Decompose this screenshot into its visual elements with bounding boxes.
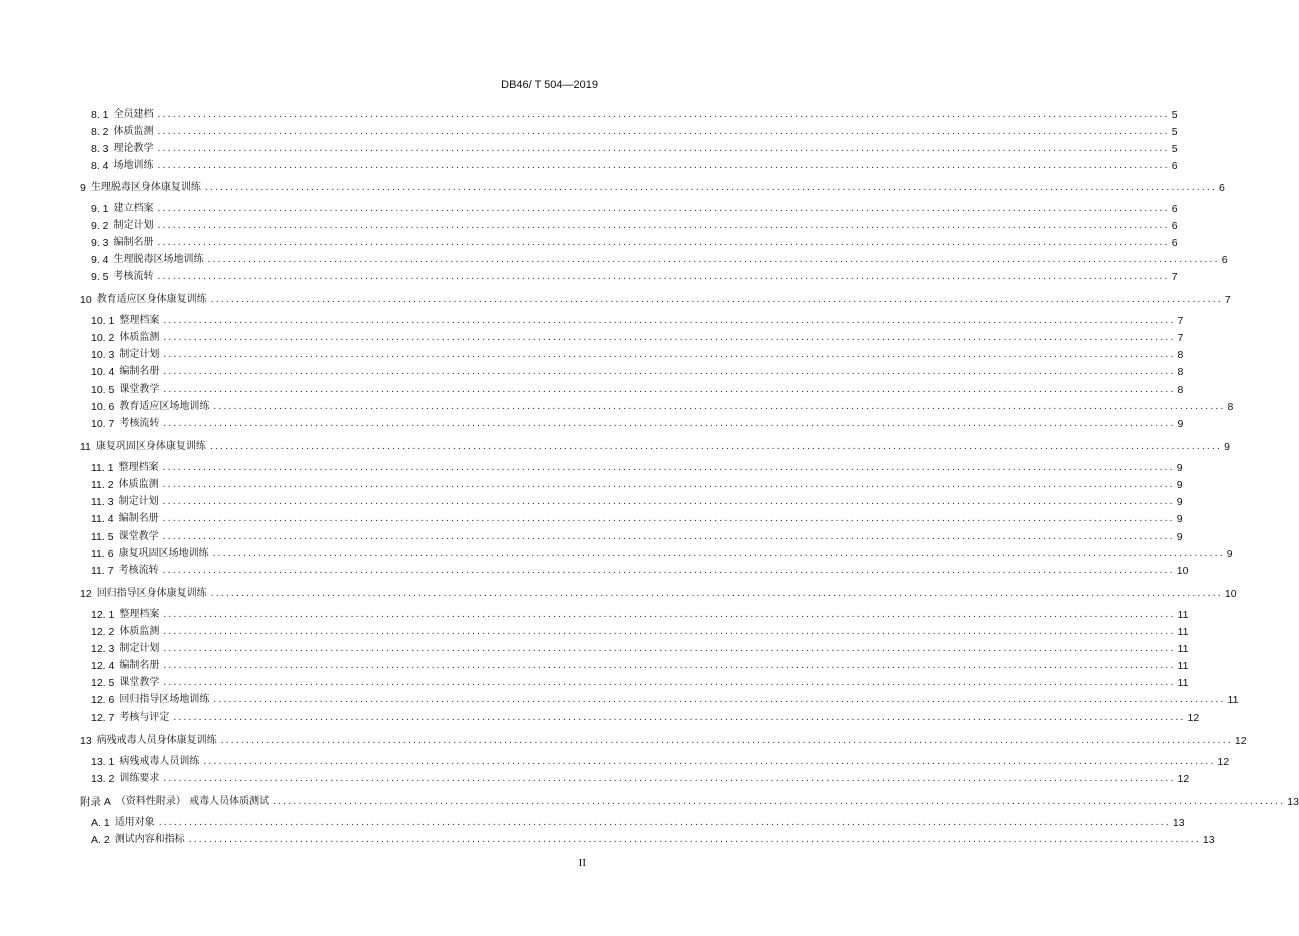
toc-title: 教育适应区身体康复训练	[96, 294, 207, 305]
toc-subsection[interactable]	[0, 816, 1185, 830]
toc-page-number: 10	[1176, 565, 1189, 577]
toc-title: 适用对象	[114, 817, 155, 828]
toc-dot-leader: ........................................................................................................................................................................................................	[157, 272, 1170, 282]
toc-dot-leader: ........................................................................................................................................................................................................	[163, 610, 1176, 620]
toc-dot-leader: ........................................................................................................................................................................................................	[162, 463, 1175, 473]
toc-page-number: 9	[1177, 418, 1184, 430]
toc-number: 11. 3	[91, 496, 114, 508]
toc-subsection[interactable]	[0, 219, 1178, 233]
toc-title: 训练要求	[119, 773, 160, 784]
toc-title: 场地训练	[113, 160, 154, 171]
toc-dot-leader: ........................................................................................................................................................................................................	[213, 402, 1226, 412]
toc-number: 12. 6	[91, 694, 115, 706]
toc-number: 12. 5	[91, 677, 115, 689]
document-code-header: DB46/ T 504—2019	[501, 79, 598, 91]
toc-dot-leader: ........................................................................................................................................................................................................	[157, 110, 1170, 120]
toc-dot-leader: ........................................................................................................................................................................................................	[162, 566, 1175, 576]
toc-title: 理论教学	[113, 143, 154, 154]
toc-subsection[interactable]	[0, 478, 1183, 492]
toc-number: 9	[80, 182, 86, 194]
toc-title: （资料性附录） 戒毒人员体质测试	[115, 796, 270, 807]
toc-subsection[interactable]	[0, 202, 1178, 216]
toc-subsection[interactable]	[0, 270, 1178, 284]
toc-subsection[interactable]	[0, 608, 1189, 622]
toc-number: 9. 5	[91, 271, 109, 283]
toc-page-number: 7	[1171, 271, 1178, 283]
toc-page-number: 7	[1177, 315, 1184, 327]
toc-page-number: 13	[1202, 834, 1215, 846]
toc-page-number: 5	[1171, 126, 1178, 138]
toc-title: 测试内容和指标	[114, 834, 185, 845]
toc-title: 编制名册	[119, 366, 160, 377]
toc-number: 11. 1	[91, 462, 114, 474]
toc-dot-leader: ........................................................................................................................................................................................................	[212, 549, 1225, 559]
toc-title: 制定计划	[118, 496, 159, 507]
toc-subsection[interactable]	[0, 642, 1189, 656]
toc-subsection[interactable]	[0, 547, 1233, 561]
toc-number: 9. 4	[91, 254, 109, 266]
toc-page-number: 7	[1177, 332, 1184, 344]
toc-dot-leader: ........................................................................................................................................................................................................	[203, 757, 1216, 767]
toc-number: 11. 7	[91, 565, 114, 577]
toc-number: 12. 2	[91, 626, 115, 638]
toc-dot-leader: ........................................................................................................................................................................................................	[188, 835, 1201, 845]
toc-page-number: 9	[1176, 513, 1183, 525]
toc-title: 整理档案	[118, 462, 159, 473]
toc-section[interactable]	[0, 795, 1299, 809]
toc-title: 体质监测	[119, 626, 160, 637]
toc-title: 课堂教学	[118, 531, 159, 542]
toc-subsection[interactable]	[0, 236, 1178, 250]
toc-page-number: 12	[1234, 735, 1247, 747]
toc-page-number: 5	[1171, 109, 1178, 121]
toc-title: 制定计划	[113, 220, 154, 231]
toc-title: 制定计划	[119, 349, 160, 360]
toc-title: 全员建档	[113, 109, 154, 120]
toc-page-number: 11	[1177, 660, 1189, 672]
toc-title: 编制名册	[119, 660, 160, 671]
toc-subsection[interactable]	[0, 383, 1184, 397]
toc-dot-leader: ........................................................................................................................................................................................................	[273, 797, 1286, 807]
toc-subsection[interactable]	[0, 711, 1200, 725]
toc-subsection[interactable]	[0, 417, 1184, 431]
toc-page-number: 6	[1221, 254, 1228, 266]
toc-dot-leader: ........................................................................................................................................................................................................	[207, 255, 1220, 265]
toc-number: 8. 3	[91, 143, 109, 155]
toc-subsection[interactable]	[0, 495, 1183, 509]
toc-page-number: 6	[1171, 220, 1178, 232]
toc-page-number: 8	[1177, 349, 1184, 361]
toc-dot-leader: ........................................................................................................................................................................................................	[162, 532, 1175, 542]
toc-title: 生理脱毒区身体康复训练	[90, 182, 201, 193]
toc-number: 13. 1	[91, 756, 115, 768]
toc-dot-leader: ........................................................................................................................................................................................................	[220, 736, 1233, 746]
toc-title: 生理脱毒区场地训练	[113, 254, 204, 265]
toc-number: 11. 6	[91, 548, 114, 560]
toc-title: 体质监测	[118, 479, 159, 490]
toc-dot-leader: ........................................................................................................................................................................................................	[204, 183, 1218, 193]
toc-page-number: 13	[1287, 796, 1299, 808]
toc-dot-leader: ........................................................................................................................................................................................................	[163, 316, 1176, 326]
toc-subsection[interactable]	[0, 676, 1189, 690]
toc-dot-leader: ........................................................................................................................................................................................................	[163, 661, 1176, 671]
toc-title: 回归指导区身体康复训练	[96, 588, 207, 599]
toc-number: 10. 2	[91, 332, 115, 344]
toc-number: 12. 4	[91, 660, 115, 672]
toc-number: 8. 4	[91, 160, 109, 172]
toc-section[interactable]	[0, 181, 1225, 195]
toc-page-number: 9	[1226, 548, 1233, 560]
toc-page-number: 12	[1217, 756, 1230, 768]
toc-subsection[interactable]	[0, 314, 1184, 328]
toc-number: 9. 3	[91, 237, 109, 249]
toc-title: 制定计划	[119, 643, 160, 654]
toc-subsection[interactable]	[0, 253, 1228, 267]
toc-page-number: 6	[1171, 203, 1178, 215]
toc-subsection[interactable]	[0, 512, 1183, 526]
toc-section[interactable]	[0, 587, 1237, 601]
toc-title: 整理档案	[119, 609, 160, 620]
toc-number: 10	[80, 294, 92, 306]
toc-dot-leader: ........................................................................................................................................................................................................	[163, 774, 1176, 784]
toc-subsection[interactable]	[0, 659, 1189, 673]
toc-number: 10. 1	[91, 315, 115, 327]
toc-dot-leader: ........................................................................................................................................................................................................	[209, 442, 1223, 452]
toc-dot-leader: ........................................................................................................................................................................................................	[157, 127, 1170, 137]
toc-page-number: 10	[1224, 588, 1237, 600]
toc-section[interactable]	[0, 440, 1230, 454]
toc-number: 11	[80, 441, 91, 453]
toc-dot-leader: ........................................................................................................................................................................................................	[163, 419, 1176, 429]
toc-title: 编制名册	[118, 513, 159, 524]
toc-title: 建立档案	[113, 203, 154, 214]
toc-dot-leader: ........................................................................................................................................................................................................	[173, 713, 1186, 723]
toc-page-number: 12	[1187, 712, 1200, 724]
toc-number: 8. 2	[91, 126, 109, 138]
toc-page-number: 11	[1227, 694, 1239, 706]
toc-dot-leader: ........................................................................................................................................................................................................	[157, 204, 1170, 214]
toc-dot-leader: ........................................................................................................................................................................................................	[157, 144, 1170, 154]
toc-section[interactable]	[0, 293, 1231, 307]
toc-page-number: 9	[1224, 441, 1230, 453]
toc-page-number: 11	[1177, 626, 1189, 638]
toc-number: 10. 3	[91, 349, 115, 361]
toc-number: 9. 2	[91, 220, 109, 232]
toc-number: 13. 2	[91, 773, 115, 785]
toc-page-number: 8	[1177, 366, 1184, 378]
toc-subsection[interactable]	[0, 693, 1239, 707]
toc-section[interactable]	[0, 734, 1247, 748]
toc-dot-leader: ........................................................................................................................................................................................................	[158, 818, 1171, 828]
toc-page-number: 8	[1227, 401, 1234, 413]
toc-page-number: 6	[1219, 182, 1225, 194]
toc-title: 体质监测	[119, 332, 160, 343]
toc-number: 10. 5	[91, 384, 115, 396]
toc-dot-leader: ........................................................................................................................................................................................................	[210, 589, 1223, 599]
toc-page-number: 7	[1224, 294, 1231, 306]
toc-dot-leader: ........................................................................................................................................................................................................	[163, 385, 1176, 395]
toc-number: A. 2	[91, 834, 110, 846]
toc-dot-leader: ........................................................................................................................................................................................................	[162, 514, 1175, 524]
toc-title: 考核与评定	[119, 712, 170, 723]
toc-title: 病残戒毒人员训练	[119, 756, 200, 767]
toc-number: A. 1	[91, 817, 110, 829]
toc-number: 10. 6	[91, 401, 115, 413]
toc-title: 课堂教学	[119, 677, 160, 688]
toc-dot-leader: ........................................................................................................................................................................................................	[163, 333, 1176, 343]
toc-page-number: 9	[1176, 462, 1183, 474]
toc-title: 整理档案	[119, 315, 160, 326]
toc-dot-leader: ........................................................................................................................................................................................................	[163, 627, 1176, 637]
toc-page-number: 11	[1177, 609, 1189, 621]
toc-subsection[interactable]	[0, 461, 1183, 475]
toc-number: 8. 1	[91, 109, 109, 121]
toc-title: 教育适应区场地训练	[119, 401, 210, 412]
toc-page-number: 13	[1172, 817, 1185, 829]
toc-subsection[interactable]	[0, 833, 1215, 847]
toc-page-number: 12	[1177, 773, 1190, 785]
toc-dot-leader: ........................................................................................................................................................................................................	[163, 350, 1176, 360]
toc-subsection[interactable]	[0, 125, 1178, 139]
toc-number: 10. 7	[91, 418, 115, 430]
toc-dot-leader: ........................................................................................................................................................................................................	[213, 695, 1226, 705]
toc-dot-leader: ........................................................................................................................................................................................................	[157, 238, 1170, 248]
toc-dot-leader: ........................................................................................................................................................................................................	[157, 161, 1170, 171]
toc-number: 附录 A	[80, 796, 111, 808]
toc-page-number: 8	[1177, 384, 1184, 396]
toc-dot-leader: ........................................................................................................................................................................................................	[157, 221, 1170, 231]
toc-number: 9. 1	[91, 203, 109, 215]
toc-title: 病残戒毒人员身体康复训练	[96, 735, 217, 746]
toc-number: 11. 4	[91, 513, 114, 525]
toc-number: 12. 1	[91, 609, 115, 621]
toc-subsection[interactable]	[0, 772, 1190, 786]
toc-number: 11. 2	[91, 479, 114, 491]
page-number-footer: II	[578, 857, 586, 869]
toc-subsection[interactable]	[0, 755, 1230, 769]
toc-title: 课堂教学	[119, 384, 160, 395]
toc-subsection[interactable]	[0, 142, 1178, 156]
toc-page-number: 9	[1176, 531, 1183, 543]
toc-subsection[interactable]	[0, 331, 1184, 345]
toc-title: 考核流转	[118, 565, 159, 576]
toc-title: 康复巩固区场地训练	[118, 548, 209, 559]
toc-subsection[interactable]	[0, 400, 1234, 414]
toc-title: 体质监测	[113, 126, 154, 137]
toc-subsection[interactable]	[0, 625, 1189, 639]
toc-subsection[interactable]	[0, 348, 1184, 362]
toc-page-number: 6	[1171, 237, 1178, 249]
toc-number: 12. 7	[91, 712, 115, 724]
toc-title: 编制名册	[113, 237, 154, 248]
toc-page-number: 5	[1171, 143, 1178, 155]
toc-number: 10. 4	[91, 366, 115, 378]
toc-page-number: 11	[1177, 643, 1189, 655]
toc-dot-leader: ........................................................................................................................................................................................................	[162, 497, 1175, 507]
toc-dot-leader: ........................................................................................................................................................................................................	[163, 678, 1176, 688]
toc-title: 回归指导区场地训练	[119, 694, 210, 705]
toc-title: 考核流转	[119, 418, 160, 429]
toc-subsection[interactable]	[0, 108, 1178, 122]
toc-page-number: 9	[1176, 496, 1183, 508]
toc-number: 13	[80, 735, 92, 747]
toc-subsection[interactable]	[0, 159, 1178, 173]
toc-subsection[interactable]	[0, 530, 1183, 544]
toc-number: 12. 3	[91, 643, 115, 655]
toc-title: 考核流转	[113, 271, 154, 282]
toc-number: 11. 5	[91, 531, 114, 543]
toc-dot-leader: ........................................................................................................................................................................................................	[163, 644, 1176, 654]
toc-dot-leader: ........................................................................................................................................................................................................	[163, 367, 1176, 377]
toc-dot-leader: ........................................................................................................................................................................................................	[210, 295, 1223, 305]
toc-subsection[interactable]	[0, 564, 1189, 578]
toc-page-number: 6	[1171, 160, 1178, 172]
toc-title: 康复巩固区身体康复训练	[95, 441, 206, 452]
toc-dot-leader: ........................................................................................................................................................................................................	[162, 480, 1175, 490]
toc-subsection[interactable]	[0, 365, 1184, 379]
toc-page-number: 9	[1176, 479, 1183, 491]
toc-page-number: 11	[1177, 677, 1189, 689]
toc-number: 12	[80, 588, 92, 600]
